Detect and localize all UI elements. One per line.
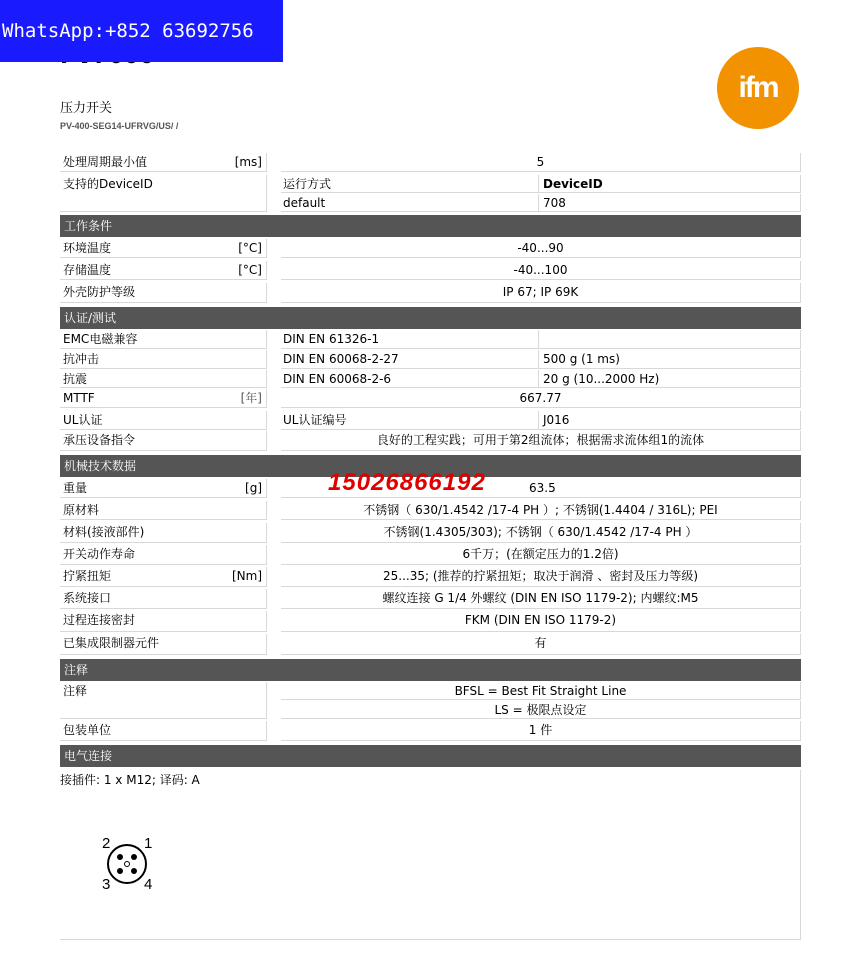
deviceid-mode: default: [281, 194, 539, 212]
material-value: 不锈钢（ 630/1.4542 /17-4 PH ）; 不锈钢(1.4404 / 316L); PEI: [281, 501, 801, 520]
torque-unit: [Nm]: [231, 569, 262, 583]
storage-value: -40...100: [281, 261, 801, 280]
storage-unit: [°C]: [238, 263, 262, 277]
weight-label: [60, 479, 267, 498]
limiter-value: 有: [281, 634, 801, 655]
section-border-right: [800, 770, 801, 940]
weight-unit: [g]: [245, 481, 262, 495]
protection-label: 外壳防护等级: [60, 283, 267, 303]
protection-value: IP 67; IP 69K: [281, 283, 801, 303]
deviceid-header-id: DeviceID: [539, 175, 801, 193]
cycle-label-text: 处理周期最小值: [63, 155, 148, 169]
vibration-value: 20 g (10...2000 Hz): [539, 370, 801, 388]
storage-label-text: 存储温度: [63, 263, 112, 277]
article-code: PV-400-SEG14-UFRVG/US/ /: [60, 121, 179, 131]
ul-label: UL认证: [60, 411, 267, 430]
ambient-label: [60, 239, 267, 258]
phone-watermark: 15026866192: [328, 469, 486, 496]
ul-value: J016: [539, 411, 801, 430]
shock-label: 抗冲击: [60, 350, 267, 369]
deviceid-label: 支持的DeviceID: [60, 175, 267, 212]
storage-label: [60, 261, 267, 280]
process-value: 螺纹连接 G 1/4 外螺纹 (DIN EN ISO 1179-2); 内螺纹:M5: [281, 589, 801, 609]
limiter-label: 已集成限制器元件: [60, 634, 267, 655]
pin-3: [117, 868, 123, 874]
deviceid-value: 708: [539, 194, 801, 212]
pin-label-3: 3: [102, 876, 111, 893]
deviceid-header-mode: 运行方式: [281, 175, 539, 193]
emc-empty: [539, 330, 801, 349]
pack-label: 包装单位: [60, 721, 267, 741]
pin-label-4: 4: [144, 876, 153, 893]
shock-standard: DIN EN 60068-2-27: [281, 350, 539, 369]
pin-label-1: 1: [144, 835, 153, 852]
cycle-unit: [ms]: [234, 155, 262, 169]
weight-label-text: 重量: [63, 481, 88, 495]
logo-text: ifm: [738, 71, 778, 104]
mttf-value: 667.77: [281, 389, 801, 408]
ambient-label-text: 环境温度: [63, 241, 112, 255]
ambient-unit: [°C]: [238, 241, 262, 255]
notes-label: 注释: [60, 682, 267, 719]
section-notes: 注释: [60, 659, 801, 681]
torque-value: 25...35; (推荐的拧紧扭矩；取决于润滑 、密封及压力等级): [281, 567, 801, 587]
torque-label: [60, 567, 267, 587]
section-border-bottom: [60, 939, 801, 940]
mttf-label-text: MTTF: [63, 391, 95, 405]
section-mechanical: 机械技术数据: [60, 455, 801, 477]
note-bfsl: BFSL = Best Fit Straight Line: [281, 682, 801, 700]
pack-value: 1 件: [281, 721, 801, 741]
section-electrical: 电气连接: [60, 745, 801, 767]
ped-label: 承压设备指令: [60, 431, 267, 451]
pin-center: [125, 862, 130, 867]
whatsapp-watermark: WhatsApp:+852 63692756: [0, 0, 283, 62]
cycle-label: [60, 153, 267, 172]
torque-label-text: 拧紧扭矩: [63, 569, 112, 583]
vibration-label: 抗震: [60, 370, 267, 388]
cycle-value: 5: [281, 153, 801, 172]
mttf-label: [60, 389, 267, 408]
mttf-unit: [年]: [240, 391, 262, 405]
emc-label: EMC电磁兼容: [60, 330, 267, 349]
life-value: 6千万；(在额定压力的1.2倍): [281, 545, 801, 565]
product-type: 压力开关: [60, 101, 113, 116]
section-work-conditions: 工作条件: [60, 215, 801, 237]
connector-info: 接插件: 1 x M12; 译码: A: [60, 773, 200, 787]
pin-1: [131, 854, 137, 860]
wetted-value: 不锈钢(1.4305/303); 不锈钢（ 630/1.4542 /17-4 PH ）: [281, 523, 801, 543]
wetted-label: 材料(接液部件): [60, 523, 267, 543]
section-certifications: 认证/测试: [60, 307, 801, 329]
material-label: 原材料: [60, 501, 267, 520]
ul-sublabel: UL认证编号: [281, 411, 539, 430]
m12-pin-diagram: [60, 800, 200, 930]
pin-2: [117, 854, 123, 860]
shock-value: 500 g (1 ms): [539, 350, 801, 369]
vibration-standard: DIN EN 60068-2-6: [281, 370, 539, 388]
weight-value: 63.5: [281, 479, 801, 498]
ambient-value: -40...90: [281, 239, 801, 258]
emc-value: DIN EN 61326-1: [281, 330, 539, 349]
note-ls: LS = 极限点设定: [281, 701, 801, 719]
pin-4: [131, 868, 137, 874]
process-label: 系统接口: [60, 589, 267, 609]
seal-label: 过程连接密封: [60, 611, 267, 632]
ped-value: 良好的工程实践；可用于第2组流体；根据需求流体组1的流体: [281, 431, 801, 451]
seal-value: FKM (DIN EN ISO 1179-2): [281, 611, 801, 632]
pin-label-2: 2: [102, 835, 111, 852]
ifm-logo: [717, 47, 799, 129]
life-label: 开关动作寿命: [60, 545, 267, 565]
